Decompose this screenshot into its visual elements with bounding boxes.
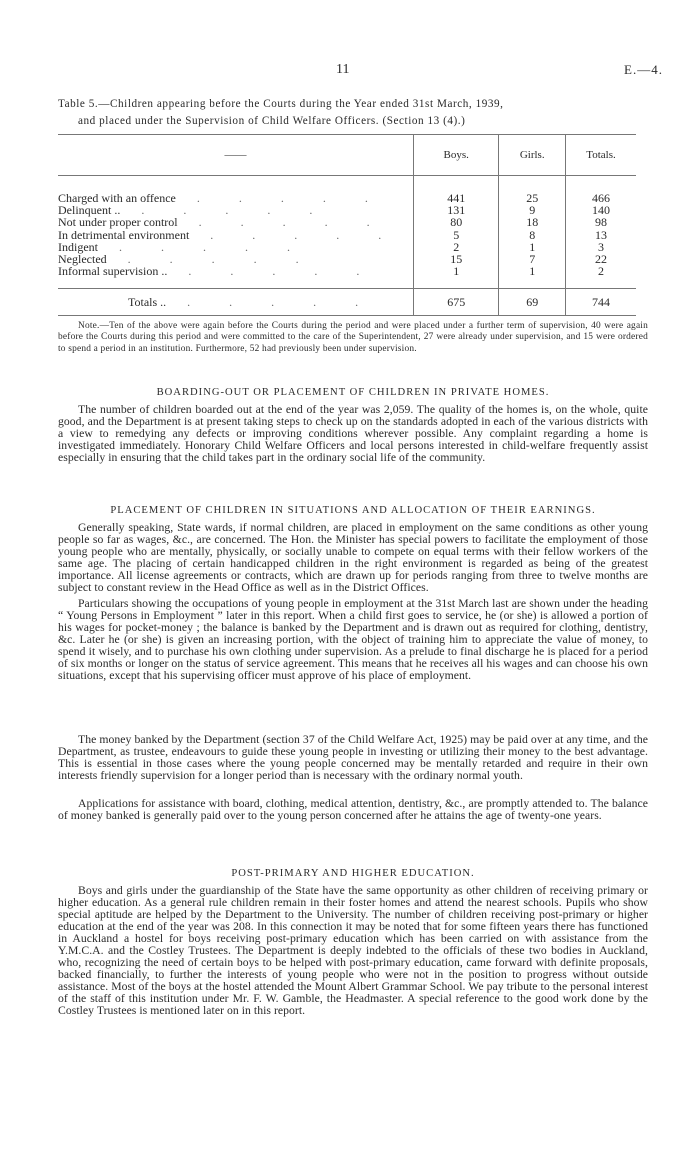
row-label: Neglected [58, 252, 107, 267]
cell-totals: 140 [566, 204, 636, 216]
cell-girls: 18 [499, 216, 566, 228]
row-label: Not under proper control [58, 215, 178, 230]
cell-totals: 22 [566, 253, 636, 265]
cell-totals: 3 [566, 241, 636, 253]
cell-girls: 9 [499, 204, 566, 216]
table-note: Note.—Ten of the above were again before the Courts during the period and were placed under a further term of supervision, 40 were again before the Courts during this period and were committed to the care of the Superintendent, 27 were already under supervision, and 15 were ordered to spend a period in an institution. Furthermore, 52 had previously been under supervision. [58, 321, 648, 354]
dot-leader: . . . . . [175, 191, 386, 205]
section-title-education: POST-PRIMARY AND HIGHER EDUCATION. [231, 868, 475, 879]
table-caption [58, 96, 648, 130]
row-label: Charged with an offence [58, 191, 176, 205]
cell-girls: 25 [499, 192, 566, 204]
column-header-totals: Totals. [566, 135, 636, 176]
dot-leader: . . . . . [177, 215, 388, 230]
cell-girls: 8 [499, 229, 566, 241]
header-blank: —— [58, 135, 414, 176]
paragraph: Boys and girls under the guardianship of the State have the same opportunity as other children of receiving primary or higher education. As a general rule children remain in their foster homes and attend the nearest schools. Pupils who show special aptitude are helped by the Department to the University. The number of children receiving post-primary or higher education at the end of the year was 208. In this connection it may be noted that for some fifteen years there has functioned in Auckland a hostel for boys receiving post-primary education which has been carried on with assistance from the Y.M.C.A. and the Costley Trustees. The Department is deeply indebted to the officials of these two bodies in Auckland, who, recognizing the need of certain boys to be helped with post-primary education, came forward with definite proposals, backed financially, to further the interests of young people who were not in the position to progress without outside assistance. Most of the boys at the hostel attended the Mount Albert Grammar School. We pay tribute to the personal interest of the staff of this institution under Mr. F. W. Gamble, the Headmaster. A special reference to the good work done by the Costley Trustees is mentioned later on in this report. [58, 884, 648, 1018]
paragraph: Generally speaking, State wards, if normal children, are placed in employment on the same conditions as other young people so far as wages, &c., are concerned. The Hon. the Minister has special powers to facilitate the employment of those young people who are mentally, physically, or socially unable to compete on equal terms with their fellow workers of the same age. The placing of certain handicapped children in the right environment is regarded as being of the greatest importance. All license agreements or contracts, which are drawn up for periods ranging from three to twelve months are subject to constant review in the Head Office as well as in the District Offices. [58, 521, 648, 595]
section-title-boarding-out: BOARDING-OUT OR PLACEMENT OF CHILDREN IN PRIVATE HOMES. [156, 387, 550, 398]
row-label: Delinquent .. [58, 203, 121, 218]
table-header-row [58, 135, 636, 176]
column-header-boys: Boys. [414, 135, 499, 176]
row-label: Indigent [58, 239, 98, 254]
row-label: Informal supervision .. [58, 264, 168, 279]
dot-leader: . . . . . [120, 203, 331, 218]
children-courts-table [58, 134, 636, 316]
cell-boys: 2 [414, 241, 499, 253]
dot-leader: . . . . . [166, 294, 377, 309]
total-totals: 744 [566, 289, 636, 316]
row-label: In detrimental environment [58, 227, 190, 242]
dot-leader: . . . . . [106, 252, 317, 267]
total-girls: 69 [499, 289, 566, 316]
cell-totals: 98 [566, 216, 636, 228]
cell-boys: 15 [414, 253, 499, 265]
cell-girls: 1 [499, 265, 566, 277]
paragraph: The money banked by the Department (section 37 of the Child Welfare Act, 1925) may be paid over at any time, and the Department, as trustee, endeavours to guide these young people in investing or utilizing their money to the best advantage. This is essential in those cases where the young people concerned may be mentally retarded and require in their own interests friendly supervision for a longer period than is necessary with the ordinary normal youth. [58, 733, 648, 783]
section-title-placement: PLACEMENT OF CHILDREN IN SITUATIONS AND ALLOCATION OF THEIR EARNINGS. [110, 505, 596, 516]
cell-boys: 441 [414, 192, 499, 204]
cell-boys: 131 [414, 204, 499, 216]
table-caption-line-2: and placed under the Supervision of Child Welfare Officers. (Section 13 (4).) [78, 115, 466, 127]
totals-row [58, 289, 636, 316]
paragraph: Particulars showing the occupations of young people in employment at the 31st March last are shown under the heading “ Young Persons in Employment ” later in this report. When a child first goes to service, he (or she) is allowed a portion of his wages for pocket-money ; the balance is banked by the Department and is drawn out as required for clothing, dentistry, &c. Later he (or she) is given an increasing portion, with the object of training him to appreciate the value of money, to spend it wisely, and to purchase his own clothing under supervision. As a prelude to final discharge he is placed for a period of six months or longer on the status of service agreement. This means that he receives all his wages and can choose his own situations, except that his supervising officer must approve of his place of employment. [58, 597, 648, 683]
total-boys: 675 [414, 289, 499, 316]
table-row [58, 265, 636, 277]
column-header-girls: Girls. [499, 135, 566, 176]
cell-boys: 80 [414, 216, 499, 228]
totals-label: Totals .. [128, 294, 167, 309]
cell-boys: 1 [414, 265, 499, 277]
cell-totals: 466 [566, 192, 636, 204]
cell-totals: 13 [566, 229, 636, 241]
table-caption-line-1: Table 5.—Children appearing before the Courts during the Year ended 31st March, 1939, [58, 98, 504, 110]
cell-totals: 2 [566, 265, 636, 277]
document-reference: E.—4. [624, 62, 663, 77]
dot-leader: . . . . . [189, 227, 400, 242]
paragraph: The number of children boarded out at the end of the year was 2,059. The quality of the homes is, on the whole, quite good, and the Department is at present taking steps to check up on the standards adopted in each of the various districts with a view to remedying any defects or improving conditions wherever possible. Any complaint regarding a home is investigated immediately. Honorary Child Welfare Officers and local persons interested in child-welfare frequently assist especially in ensuring that the child takes part in the ordinary social life of the community. [58, 403, 648, 465]
paragraph: Applications for assistance with board, clothing, medical attention, dentistry, &c., are promptly attended to. The balance of money banked is generally paid over to the young person concerned after he attains the age of twenty-one years. [58, 797, 648, 823]
cell-girls: 7 [499, 253, 566, 265]
cell-boys: 5 [414, 229, 499, 241]
dot-leader: . . . . . [167, 264, 378, 279]
cell-girls: 1 [499, 241, 566, 253]
dot-leader: . . . . . [98, 239, 308, 254]
page-number: 11 [336, 62, 350, 77]
